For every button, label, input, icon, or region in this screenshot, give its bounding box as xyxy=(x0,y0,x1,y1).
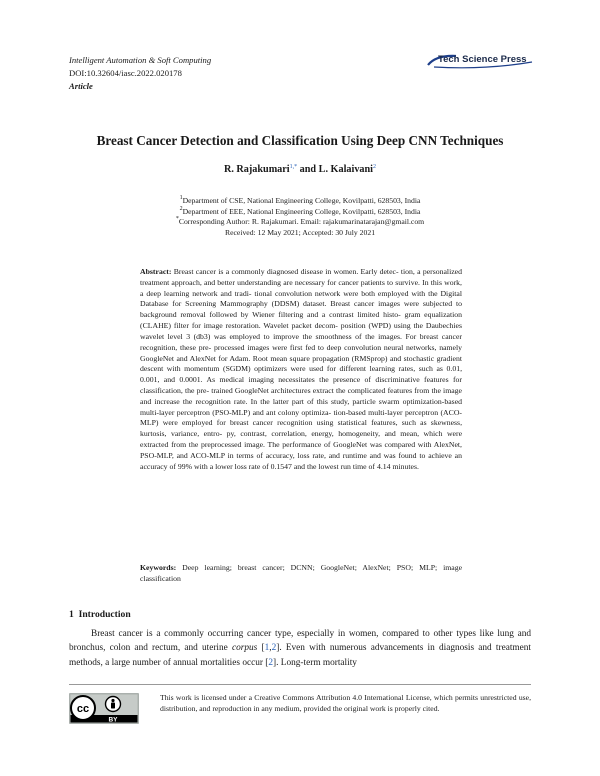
affiliations xyxy=(40,196,560,238)
corresponding-author: *Corresponding Author: R. Rajakumari. Email: rajakumarinatarajan@gmail.com xyxy=(175,216,425,226)
keywords: Keywords: Deep learning; breast cancer; DCNN; GoogleNet; AlexNet; PSO; MLP; image classification xyxy=(140,563,463,583)
author-affil-mark[interactable]: 1,* xyxy=(289,164,298,170)
author-affil-mark[interactable]: 2 xyxy=(373,164,377,170)
cc-by-label: BY xyxy=(108,716,118,724)
citation-link[interactable]: 1 xyxy=(264,643,270,654)
section-heading xyxy=(69,609,131,620)
footer-divider xyxy=(69,684,531,685)
intro-paragraph: Breast cancer is a commonly occurring cancer type, especially in women, compared to other types like lung and bronchus, colon and rectum, and uterine corpus [1,2]. Even with numerous advancements in diagnosis and treatment methods, a large number of annual mortalities occur [2]. Long-term mortality xyxy=(69,629,531,668)
publisher-name: Tech Science Press xyxy=(438,54,527,65)
cc-by-license-badge[interactable] xyxy=(69,693,139,724)
affiliation-line: $^1$Department of CSE, National Engineering College, Kovilpatti, 628503, India xyxy=(179,195,421,205)
doi: DOI:10.32604/iasc.2022.020178 xyxy=(69,68,182,78)
author-line xyxy=(40,164,560,175)
running-header xyxy=(69,54,211,93)
section-number: 1 xyxy=(69,609,74,620)
svg-text:cc: cc xyxy=(76,703,90,715)
received-accepted-dates: Received: 12 May 2021; Accepted: 30 July 2021 xyxy=(224,227,376,237)
citation-link[interactable]: 2 xyxy=(271,643,277,654)
abstract: Abstract: Breast cancer is a commonly diagnosed disease in women. Early detec- tion, a personalized treatment approach, and better understanding are necessary for cancer patients to survive. In this work, a deep learning network and tradi- tional convolution network were both employed with the Digital Database for Screening Mammography (DDSM) dataset. Breast cancer images were subjected to background removal followed by Wiener filtering and a contrast limited histo- gram equalization (CLAHE) filter for image restoration. Wavelet packet decom- position (WPD) using the Daubechies wavelet level 3 (db3) was employed to improve the smoothness of the images. For breast cancer recognition, these pre- processed images were first fed to deep convolution neural networks, namely GoogleNet and AlexNet for Adam. Root mean square propagation (RMSprop) and stochastic gradient descent with momentum (SGDM) optimizers were used for different learning rates, such as 0.01, 0.001, and 0.0001. As medical imaging necessitates the presence of discriminative features for classification, the pre- trained GoogleNet architectures extract the complicated features from the image and increase the recognition rate. In the latter part of this study, particle swarm optimization-based multi-layer perceptron (PSO-MLP) and ant colony optimiza- tion-based multi-layer perceptron (ACO-MLP) were employed for breast cancer recognition using statistical features, such as skewness, kurtosis, variance, entro- py, contrast, correlation, energy, homogeneity, and mean, which were extracted from the preprocessed image. The performance of GoogleNet was compared with AlexNet, PSO-MLP, and ACO-MLP in terms of accuracy, loss rate, and runtime and was found to achieve an accuracy of 99% with a lower loss rate of 0.1547 and the lowest run time of 4.14 minutes. xyxy=(140,267,463,471)
authors-joiner: and xyxy=(299,164,317,175)
journal-name: Intelligent Automation & Soft Computing xyxy=(69,55,212,65)
citation-link[interactable]: 2 xyxy=(268,657,274,668)
author-name: L. Kalaivani xyxy=(318,164,374,175)
keywords-label: Keywords: xyxy=(140,563,177,572)
publisher-logo xyxy=(426,53,534,69)
section-title: Introduction xyxy=(78,609,131,620)
abstract-label: Abstract: xyxy=(140,267,172,276)
license-text: This work is licensed under a Creative Commons Attribution 4.0 International License, which permits unrestricted use, distribution, and reproduction in any medium, provided the original work is properly cited. xyxy=(160,693,531,713)
article-type: Article xyxy=(69,81,93,91)
paper-title: Breast Cancer Detection and Classification Using Deep CNN Techniques xyxy=(96,133,504,148)
affiliation-line: $^2$Department of EEE, National Engineering College, Kovilpatti, 628503, India xyxy=(179,205,421,216)
author-name: R. Rajakumari xyxy=(223,164,290,175)
